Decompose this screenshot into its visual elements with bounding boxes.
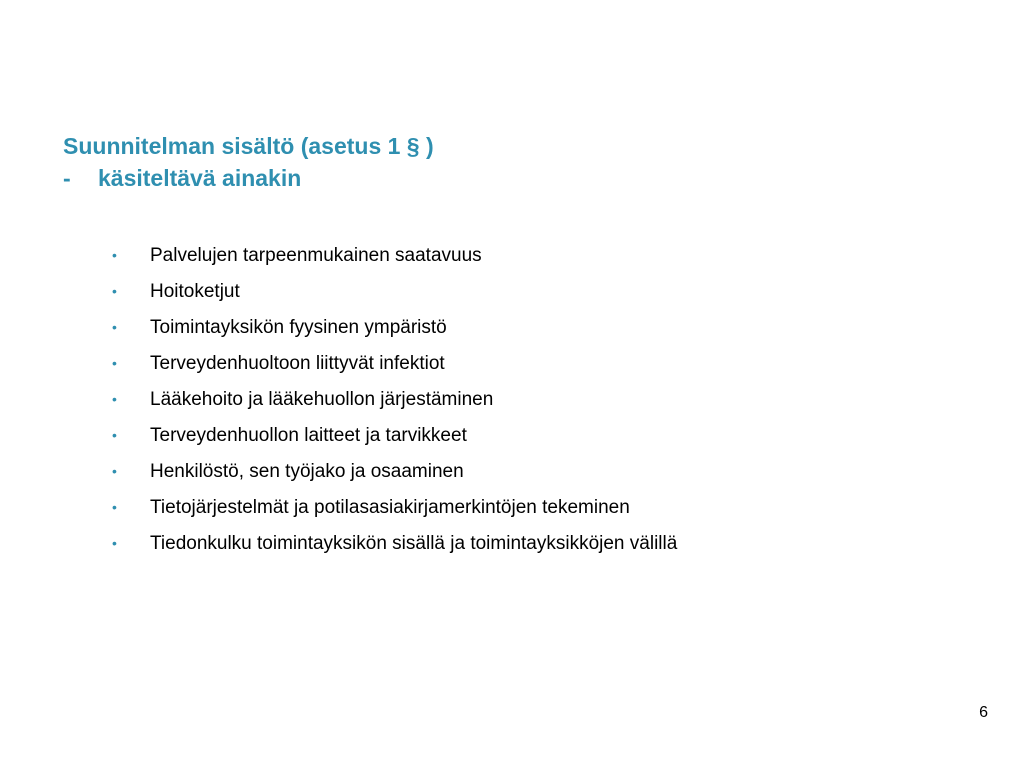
list-item [112,533,677,569]
bullet-text: Hoitoketjut [150,281,240,302]
list-item [112,461,677,497]
bullet-list [112,245,677,569]
bullet-icon: • [112,499,117,515]
list-item [112,389,677,425]
title-line-2 [63,162,434,194]
page-number: 6 [979,704,988,721]
list-item [112,353,677,389]
list-item [112,317,677,353]
title-dash: - [63,165,71,191]
bullet-text: Tiedonkulku toimintayksikön sisällä ja toimintayksikköjen välillä [150,533,678,554]
bullet-icon: • [112,247,117,263]
bullet-text: Henkilöstö, sen työjako ja osaaminen [150,461,464,482]
list-item [112,245,677,281]
bullet-text: Palvelujen tarpeenmukainen saatavuus [150,245,482,266]
list-item [112,497,677,533]
bullet-text: Terveydenhuollon laitteet ja tarvikkeet [150,425,467,446]
bullet-icon: • [112,427,117,443]
list-item [112,425,677,461]
title-line-2-text: käsiteltävä ainakin [98,165,302,191]
bullet-text: Terveydenhuoltoon liittyvät infektiot [150,353,445,374]
bullet-icon: • [112,391,117,407]
bullet-icon: • [112,463,117,479]
bullet-text: Lääkehoito ja lääkehuollon järjestäminen [150,389,494,410]
slide-title [63,130,434,194]
bullet-icon: • [112,319,117,335]
bullet-icon: • [112,535,117,551]
bullet-text: Toimintayksikön fyysinen ympäristö [150,317,447,338]
bullet-icon: • [112,355,117,371]
list-item [112,281,677,317]
bullet-text: Tietojärjestelmät ja potilasasiakirjamerkintöjen tekeminen [150,497,630,518]
bullet-icon: • [112,283,117,299]
title-line-1: Suunnitelman sisältö (asetus 1 § ) [63,133,434,159]
